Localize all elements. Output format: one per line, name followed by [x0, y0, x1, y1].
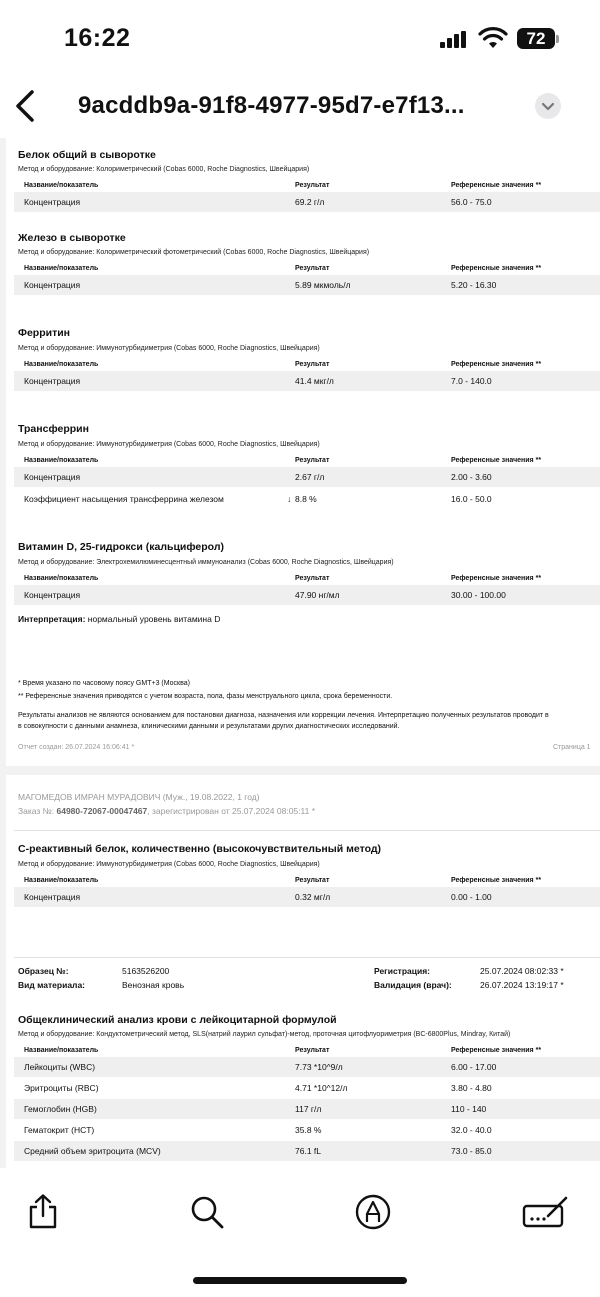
- disclaimer-line-2: в совокупности с данными анамнеза, клиническими данными и результатами других диагностических исследований.: [18, 723, 400, 730]
- validation-label: Валидация (врач):: [374, 980, 452, 990]
- interpretation-label: Интерпретация:: [18, 614, 86, 624]
- section-title: Белок общий в сыворотке: [18, 149, 156, 161]
- row-reference: 32.0 - 40.0: [451, 1125, 492, 1135]
- section-method: Метод и оборудование: Иммунотурбидиметрия (Cobas 6000, Roche Diagnostics, Швейцария): [18, 441, 320, 448]
- section-title: С-реактивный белок, количественно (высокочувствительный метод): [18, 843, 382, 855]
- row-result: 4.71 *10^12/л: [295, 1083, 348, 1093]
- disclaimer-line-1: Результаты анализов не являются основанием для постановки диагноза, назначения или коррекции лечения. Интерпретацию полученных результатов проводит в: [18, 712, 549, 719]
- cellular-signal-icon: [440, 31, 466, 48]
- row-reference: 16.0 - 50.0: [451, 494, 492, 504]
- navigation-bar: [0, 78, 600, 138]
- row-result: 35.8 %: [295, 1125, 322, 1135]
- registration-label: Регистрация:: [374, 966, 431, 976]
- document-page-2: [6, 775, 600, 1168]
- row-name: Концентрация: [24, 280, 81, 290]
- row-reference: 110 - 140: [451, 1104, 487, 1114]
- footnote-timezone: * Время указано по часовому поясу GMT+3 (Москва): [18, 680, 190, 687]
- section-method: Метод и оборудование: Иммунотурбидиметрия (Cobas 6000, Roche Diagnostics, Швейцария): [18, 345, 320, 352]
- row-reference: 5.20 - 16.30: [451, 280, 497, 290]
- column-header-reference: Референсные значения **: [451, 575, 542, 582]
- row-result: 76.1 fL: [295, 1146, 321, 1156]
- column-header-name: Название/показатель: [24, 1047, 99, 1054]
- row-name: Концентрация: [24, 472, 81, 482]
- low-value-arrow-icon: ↓: [287, 494, 292, 504]
- column-header-reference: Референсные значения **: [451, 877, 542, 884]
- status-time: 16:22: [64, 24, 131, 52]
- battery-icon: 72: [517, 28, 555, 49]
- row-reference: 7.0 - 140.0: [451, 376, 492, 386]
- section-title: Ферритин: [18, 327, 71, 339]
- document-title[interactable]: 9acddb9a-91f8-4977-95d7-e7f13...: [78, 92, 465, 119]
- table-row: [14, 887, 600, 907]
- row-name: Концентрация: [24, 376, 81, 386]
- column-header-reference: Референсные значения **: [451, 182, 542, 189]
- sample-value: 5163526200: [122, 966, 170, 976]
- title-menu-chevron-down-icon[interactable]: [535, 93, 561, 119]
- order-prefix: Заказ №:: [18, 806, 57, 816]
- section-method: Метод и оборудование: Колориметрический фотометрический (Cobas 6000, Roche Diagnostics, Швейцария): [18, 249, 370, 256]
- row-name: Концентрация: [24, 892, 81, 902]
- table-row: [14, 1099, 600, 1119]
- row-result: 0.32 мг/л: [295, 892, 331, 902]
- column-header-result: Результат: [295, 361, 330, 368]
- table-row: [14, 489, 600, 509]
- row-name: Гемоглобин (HGB): [24, 1104, 97, 1114]
- row-reference: 0.00 - 1.00: [451, 892, 492, 902]
- row-reference: 73.0 - 85.0: [451, 1146, 492, 1156]
- section-method: Метод и оборудование: Кондуктометрический метод, SLS(натрий лаурил сульфат)-метод, проточная цитофлуориметрия (BC-6800Plus, Mindray, Китай): [18, 1031, 511, 1038]
- table-row: [14, 1120, 600, 1140]
- row-result: 47.90 нг/мл: [295, 590, 340, 600]
- section-method: Метод и оборудование: Колориметрический (Cobas 6000, Roche Diagnostics, Швейцария): [18, 166, 310, 173]
- section-method: Метод и оборудование: Иммунотурбидиметрия (Cobas 6000, Roche Diagnostics, Швейцария): [18, 861, 320, 868]
- column-header-result: Результат: [295, 877, 330, 884]
- column-header-result: Результат: [295, 1047, 330, 1054]
- table-row: [14, 1141, 600, 1161]
- row-result: 69.2 г/л: [295, 197, 325, 207]
- column-header-reference: Референсные значения **: [451, 457, 542, 464]
- markup-icon[interactable]: [353, 1192, 393, 1232]
- page-number: Страница 1: [553, 744, 591, 751]
- table-row: [14, 467, 600, 487]
- status-bar: [0, 0, 600, 78]
- row-reference: 2.00 - 3.60: [451, 472, 492, 482]
- column-header-reference: Референсные значения **: [451, 265, 542, 272]
- battery-cap: [556, 35, 559, 43]
- divider: [14, 830, 600, 831]
- row-name: Эритроциты (RBC): [24, 1083, 99, 1093]
- row-result: 5.89 мкмоль/л: [295, 280, 351, 290]
- material-value: Венозная кровь: [122, 980, 185, 990]
- table-row: [14, 585, 600, 605]
- interpretation-text: нормальный уровень витамина D: [85, 614, 221, 624]
- footnote-reference: ** Референсные значения приводятся с учетом возраста, пола, фазы менструального цикла, срока беременности.: [18, 693, 393, 700]
- column-header-result: Результат: [295, 265, 330, 272]
- table-row: [14, 371, 600, 391]
- back-chevron-icon[interactable]: [8, 86, 42, 126]
- row-name: Коэффициент насыщения трансферрина железом: [24, 494, 224, 504]
- order-info: [18, 806, 315, 816]
- wifi-icon: [478, 26, 508, 50]
- interpretation: [18, 614, 220, 624]
- row-result: 7.73 *10^9/л: [295, 1062, 343, 1072]
- material-label: Вид материала:: [18, 980, 86, 990]
- search-icon[interactable]: [187, 1192, 227, 1232]
- row-result: 117 г/л: [295, 1104, 322, 1114]
- report-created: Отчет создан: 26.07.2024 16:06:41 *: [18, 744, 135, 751]
- section-title: Общеклинический анализ крови с лейкоцитарной формулой: [18, 1014, 337, 1026]
- row-result: 8.8 %: [295, 494, 317, 504]
- column-header-result: Результат: [295, 182, 330, 189]
- row-result: 2.67 г/л: [295, 472, 325, 482]
- document-page-1: [6, 138, 600, 766]
- signature-icon[interactable]: [522, 1192, 570, 1232]
- column-header-result: Результат: [295, 457, 330, 464]
- share-icon[interactable]: [23, 1192, 63, 1232]
- row-reference: 56.0 - 75.0: [451, 197, 492, 207]
- table-row: [14, 275, 600, 295]
- row-name: Средний объем эритроцита (MCV): [24, 1146, 161, 1156]
- row-reference: 30.00 - 100.00: [451, 590, 506, 600]
- column-header-name: Название/показатель: [24, 575, 99, 582]
- validation-value: 26.07.2024 13:19:17 *: [480, 980, 564, 990]
- column-header-name: Название/показатель: [24, 182, 99, 189]
- registration-value: 25.07.2024 08:02:33 *: [480, 966, 564, 976]
- column-header-name: Название/показатель: [24, 877, 99, 884]
- row-reference: 3.80 - 4.80: [451, 1083, 492, 1093]
- document-viewer[interactable]: [0, 138, 600, 1168]
- row-name: Гематокрит (HCT): [24, 1125, 95, 1135]
- divider: [14, 957, 600, 958]
- column-header-name: Название/показатель: [24, 361, 99, 368]
- order-number: 64980-72067-00047467: [56, 806, 148, 816]
- row-result: 41.4 мкг/л: [295, 376, 334, 386]
- row-name: Лейкоциты (WBC): [24, 1062, 96, 1072]
- sample-label: Образец №:: [18, 966, 69, 976]
- row-name: Концентрация: [24, 590, 81, 600]
- section-title: Трансферрин: [18, 423, 89, 435]
- table-row: [14, 1078, 600, 1098]
- order-suffix: , зарегистрирован от 25.07.2024 08:05:11 *: [147, 806, 316, 816]
- table-row: [14, 1057, 600, 1077]
- column-header-reference: Референсные значения **: [451, 361, 542, 368]
- section-method: Метод и оборудование: Электрохемилюминесцентный иммуноанализ (Cobas 6000, Roche Diagnostics, Швейцария): [18, 559, 394, 566]
- column-header-name: Название/показатель: [24, 457, 99, 464]
- row-name: Концентрация: [24, 197, 81, 207]
- column-header-name: Название/показатель: [24, 265, 99, 272]
- table-row: [14, 192, 600, 212]
- patient-info: МАГОМЕДОВ ИМРАН МУРАДОВИЧ (Муж., 19.08.2022, 1 год): [18, 792, 260, 802]
- row-reference: 6.00 - 17.00: [451, 1062, 497, 1072]
- column-header-reference: Референсные значения **: [451, 1047, 542, 1054]
- column-header-result: Результат: [295, 575, 330, 582]
- home-indicator[interactable]: [193, 1277, 407, 1284]
- section-title: Витамин D, 25-гидрокси (кальциферол): [18, 541, 224, 553]
- section-title: Железо в сыворотке: [18, 232, 126, 244]
